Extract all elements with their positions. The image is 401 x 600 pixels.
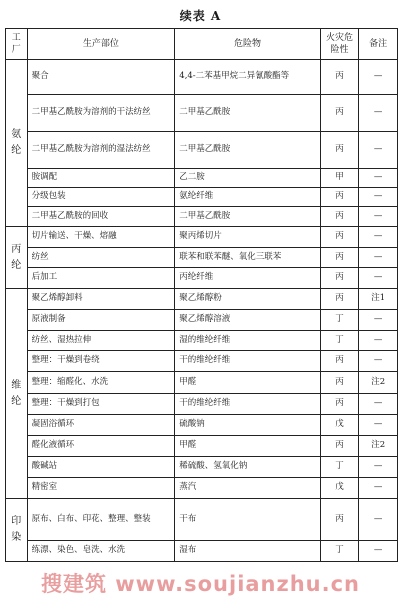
- part-cell: 二甲基乙酰胺的回收: [27, 207, 175, 227]
- hazard-cell: 干布: [175, 499, 320, 541]
- hazard-cell: 聚丙烯切片: [175, 227, 320, 248]
- risk-cell: 丙: [320, 268, 359, 289]
- note-cell: —: [359, 207, 398, 227]
- table-body: [6, 60, 398, 562]
- risk-cell: 丙: [320, 95, 359, 132]
- risk-cell: 戊: [320, 415, 359, 436]
- table-row: [6, 499, 398, 541]
- hazard-cell: 甲醛: [175, 436, 320, 457]
- watermark: 搜建筑 www.soujianzhu.cn: [40, 572, 361, 596]
- note-cell: —: [359, 394, 398, 415]
- part-cell: 二甲基乙酰胺为溶剂的干法纺丝: [27, 95, 175, 132]
- hazard-cell: 稀硫酸、氢氧化钠: [175, 457, 320, 478]
- table-row: [6, 169, 398, 188]
- factory-cell: [6, 289, 28, 499]
- part-cell: 整理：干燥到打包: [27, 394, 175, 415]
- part-cell: 切片输送、干燥、熔融: [27, 227, 175, 248]
- risk-cell: 丙: [320, 227, 359, 248]
- part-cell: 二甲基乙酰胺为溶剂的湿法纺丝: [27, 132, 175, 169]
- note-cell: —: [359, 310, 398, 331]
- hazard-cell: 聚乙烯醇溶液: [175, 310, 320, 331]
- note-cell: 注2: [359, 372, 398, 394]
- risk-cell: 丙: [320, 188, 359, 207]
- table-row: [6, 132, 398, 169]
- note-cell: —: [359, 188, 398, 207]
- factory-char: 染: [11, 532, 22, 543]
- hazard-cell: 二甲基乙酰胺: [175, 95, 320, 132]
- risk-cell: 丁: [320, 310, 359, 331]
- note-cell: —: [359, 60, 398, 95]
- part-cell: 纺丝、湿热拉伸: [27, 331, 175, 351]
- table-row: [6, 331, 398, 351]
- table-title: 续表 A: [179, 9, 222, 23]
- part-cell: 聚乙烯醇卸料: [27, 289, 175, 310]
- factory-char: 维: [11, 379, 22, 391]
- risk-cell: 丙: [320, 207, 359, 227]
- factory-char: 纶: [11, 395, 22, 407]
- header-risk: 火灾危险性: [320, 29, 359, 60]
- part-cell: 胺调配: [27, 169, 175, 188]
- hazard-cell: 乙二胺: [175, 169, 320, 188]
- risk-cell: 丙: [320, 60, 359, 95]
- part-cell: 练漂、染色、皂洗、水洗: [27, 541, 175, 562]
- part-cell: 纺丝: [27, 248, 175, 268]
- table-row: [6, 415, 398, 436]
- table-row: [6, 436, 398, 457]
- risk-cell: 丙: [320, 132, 359, 169]
- table-row: [6, 372, 398, 394]
- factory-cell: [6, 499, 28, 562]
- note-cell: —: [359, 169, 398, 188]
- hazard-cell: 二甲基乙酰胺: [175, 207, 320, 227]
- risk-cell: 戊: [320, 478, 359, 499]
- factory-char: 印: [11, 516, 22, 527]
- risk-cell: 甲: [320, 169, 359, 188]
- table-row: [6, 268, 398, 289]
- hazard-cell: 甲醛: [175, 372, 320, 394]
- table-row: [6, 541, 398, 562]
- risk-cell: 丁: [320, 457, 359, 478]
- header-hazard: 危险物: [175, 29, 320, 60]
- header-row: [6, 29, 398, 60]
- note-cell: —: [359, 95, 398, 132]
- hazard-cell: 蒸汽: [175, 478, 320, 499]
- risk-cell: 丙: [320, 436, 359, 457]
- hazard-cell: 4,4-二苯基甲烷二异氰酸酯等: [175, 60, 320, 95]
- header-note: 备注: [359, 29, 398, 60]
- hazard-cell: 二甲基乙酰胺: [175, 132, 320, 169]
- risk-cell: 丙: [320, 372, 359, 394]
- factory-char: 丙: [11, 243, 22, 255]
- risk-cell: 丙: [320, 289, 359, 310]
- risk-cell: 丁: [320, 541, 359, 562]
- part-cell: 聚合: [27, 60, 175, 95]
- table-row: [6, 478, 398, 499]
- hazard-cell: 联苯和联苯醚、氧化三联苯: [175, 248, 320, 268]
- note-cell: —: [359, 248, 398, 268]
- hazard-cell: 干的维纶纤维: [175, 351, 320, 372]
- factory-cell: [6, 227, 28, 289]
- table-row: [6, 227, 398, 248]
- table-row: [6, 207, 398, 227]
- hazard-cell: 干的维纶纤维: [175, 394, 320, 415]
- table-row: [6, 188, 398, 207]
- risk-cell: 丁: [320, 331, 359, 351]
- note-cell: —: [359, 499, 398, 541]
- hazard-cell: 湿布: [175, 541, 320, 562]
- part-cell: 精密室: [27, 478, 175, 499]
- table-row: [6, 289, 398, 310]
- header-part: 生产部位: [27, 29, 175, 60]
- table-row: [6, 248, 398, 268]
- note-cell: —: [359, 457, 398, 478]
- note-cell: —: [359, 541, 398, 562]
- hazard-cell: 聚乙烯醇粉: [175, 289, 320, 310]
- note-cell: —: [359, 415, 398, 436]
- table-row: [6, 60, 398, 95]
- note-cell: 注2: [359, 436, 398, 457]
- note-cell: —: [359, 227, 398, 248]
- part-cell: 原布、白布、印花、整理、整装: [27, 499, 175, 541]
- table-row: [6, 457, 398, 478]
- part-cell: 原液制备: [27, 310, 175, 331]
- risk-cell: 丙: [320, 248, 359, 268]
- factory-char: 氨: [11, 129, 22, 140]
- hazard-cell: 氨纶纤维: [175, 188, 320, 207]
- part-cell: 凝固浴循环: [27, 415, 175, 436]
- part-cell: 酸碱站: [27, 457, 175, 478]
- table-row: [6, 351, 398, 372]
- note-cell: —: [359, 331, 398, 351]
- part-cell: 分级包装: [27, 188, 175, 207]
- note-cell: 注1: [359, 289, 398, 310]
- table-row: [6, 95, 398, 132]
- factory-cell: [6, 60, 28, 227]
- hazard-classification-table: [5, 28, 398, 562]
- factory-char: 纶: [11, 259, 22, 271]
- note-cell: —: [359, 478, 398, 499]
- part-cell: 整理：缩醛化、水洗: [27, 372, 175, 394]
- header-factory: 工厂: [6, 29, 28, 60]
- risk-cell: 丙: [320, 394, 359, 415]
- note-cell: —: [359, 351, 398, 372]
- part-cell: 整理：干燥到卷绕: [27, 351, 175, 372]
- note-cell: —: [359, 268, 398, 289]
- risk-cell: 丙: [320, 351, 359, 372]
- part-cell: 后加工: [27, 268, 175, 289]
- table-row: [6, 310, 398, 331]
- note-cell: —: [359, 132, 398, 169]
- hazard-cell: 湿的维纶纤维: [175, 331, 320, 351]
- part-cell: 醛化液循环: [27, 436, 175, 457]
- table-row: [6, 394, 398, 415]
- risk-cell: 丙: [320, 499, 359, 541]
- hazard-cell: 硫酸钠: [175, 415, 320, 436]
- factory-char: 纶: [11, 145, 22, 156]
- hazard-cell: 丙纶纤维: [175, 268, 320, 289]
